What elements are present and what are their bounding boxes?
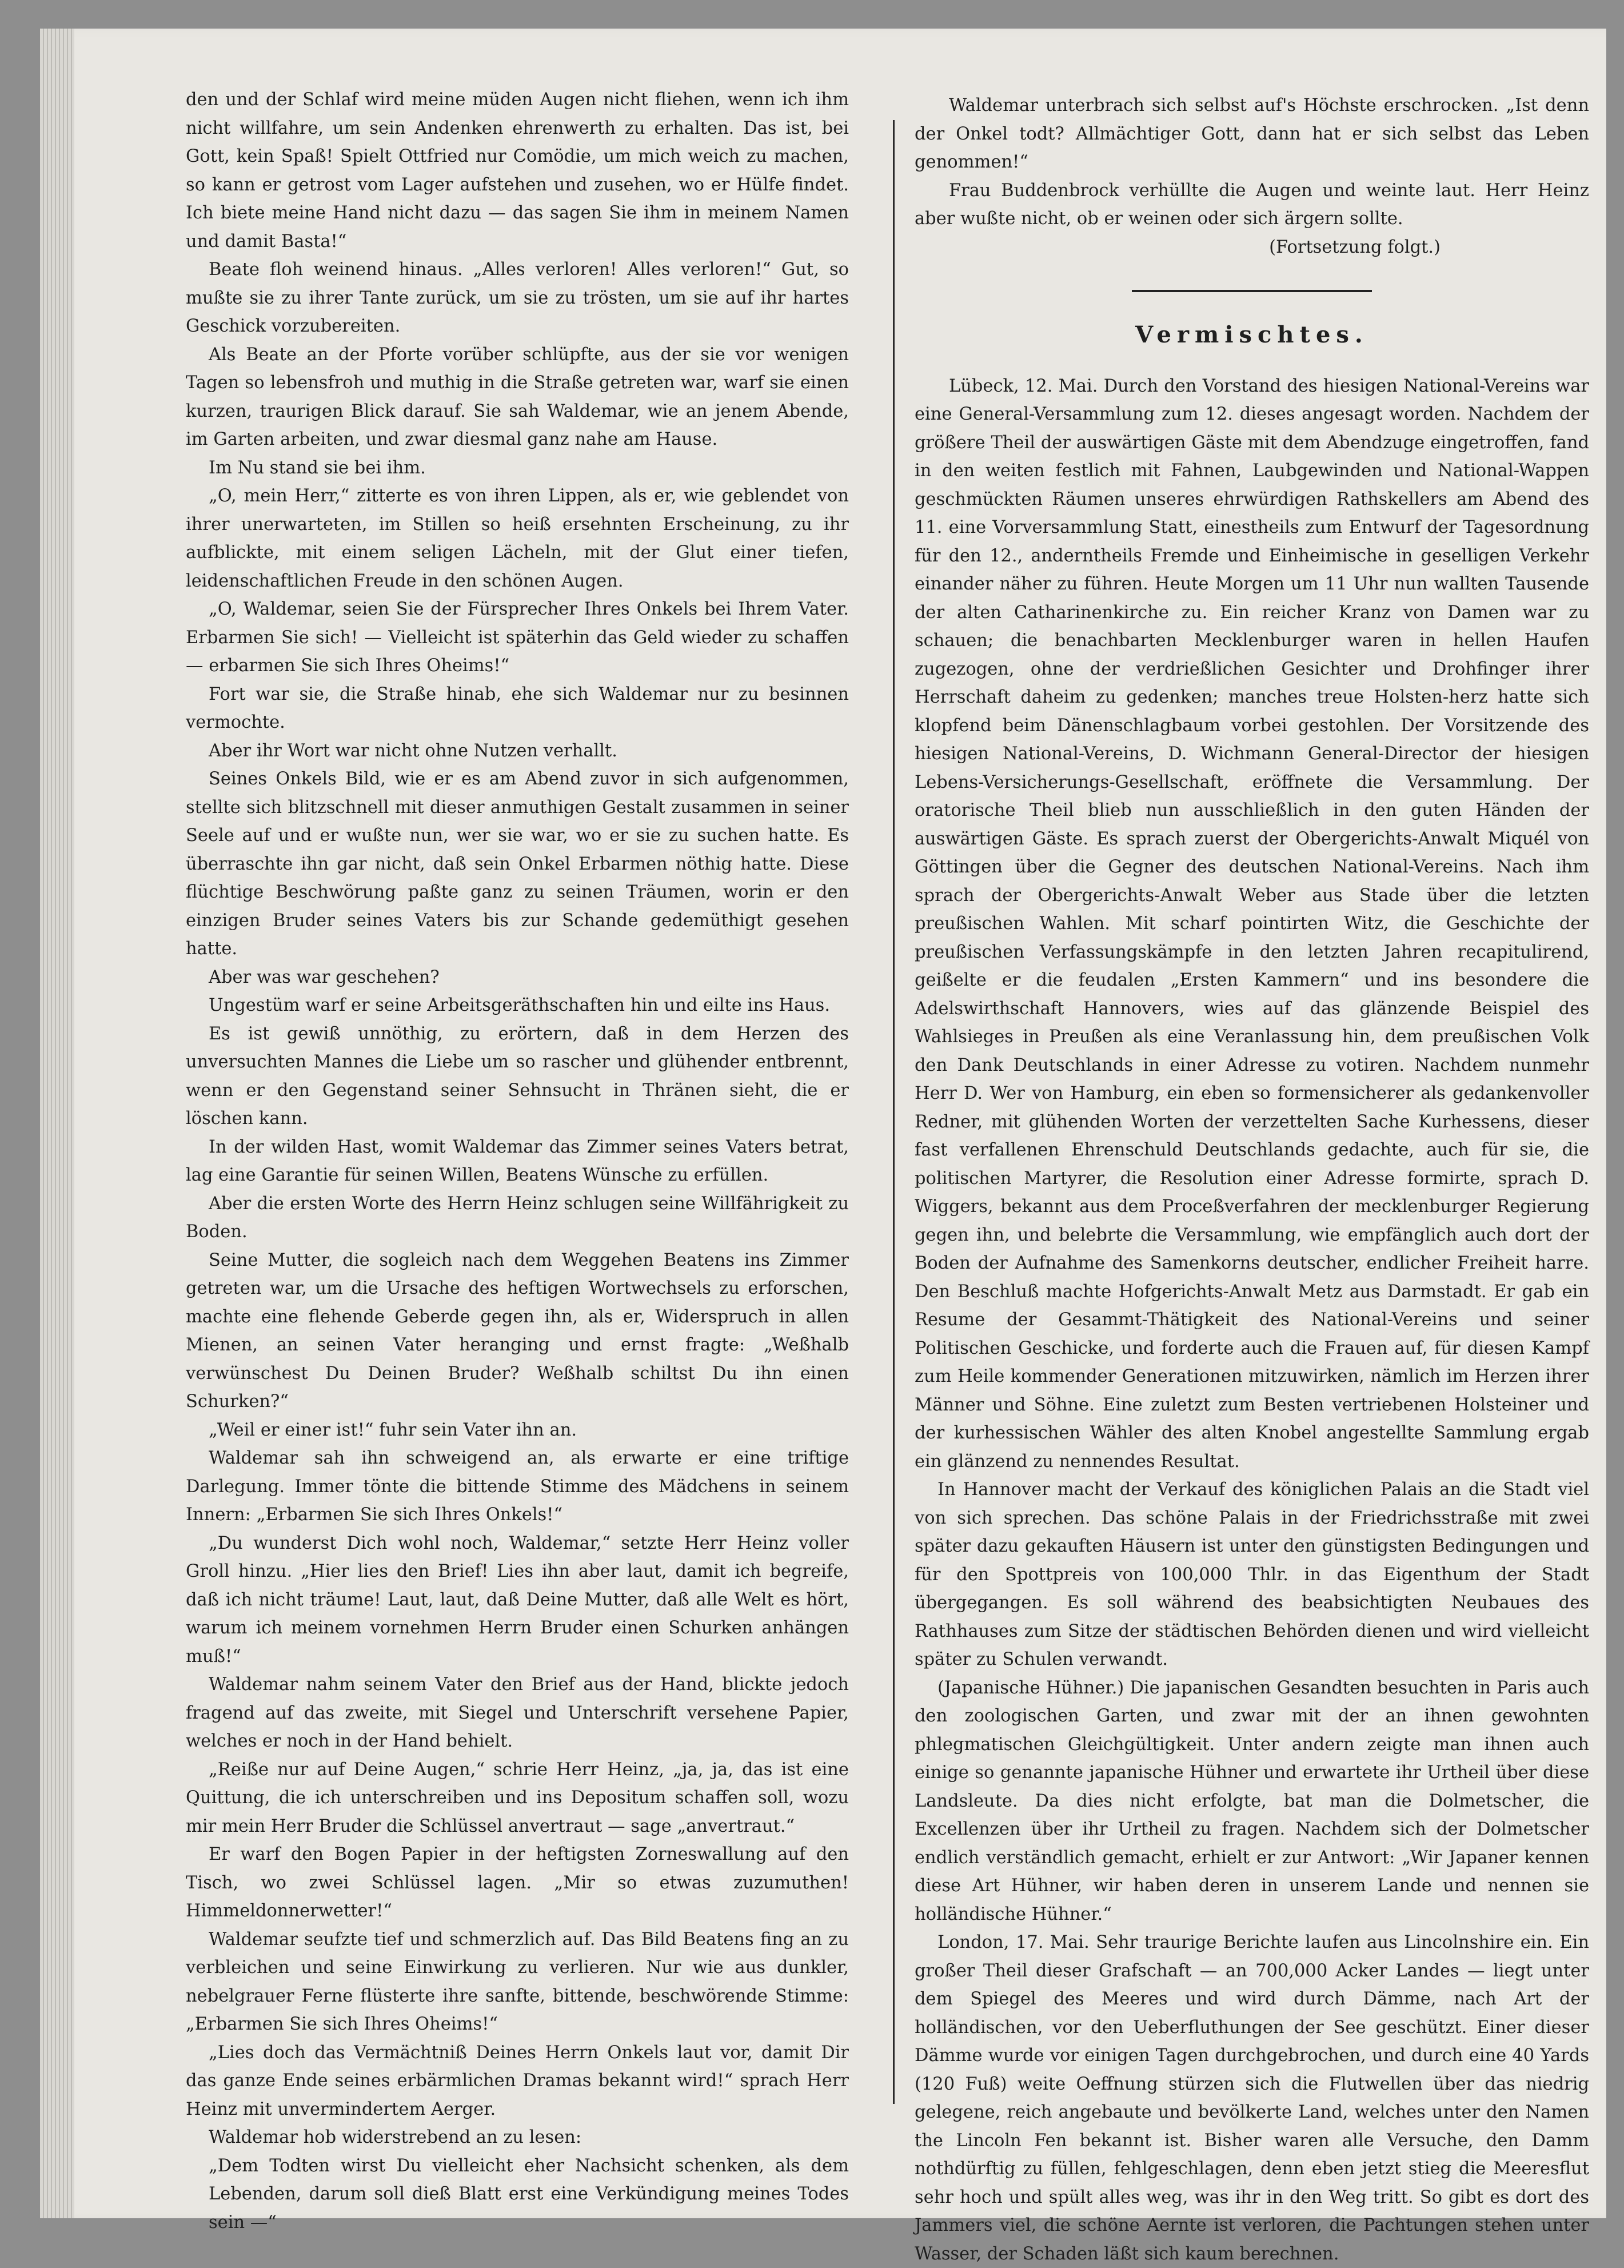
- paragraph: Seines Onkels Bild, wie er es am Abend zuvor in sich aufgenommen, stellte sich blitzschnell mit dieser anmuthigen Gestalt zusammen in seiner Seele auf und er wußte nun, wer sie war, wo er sie zu suchen hatte. Es überraschte ihn gar nicht, daß sein Onkel Erbarmen nöthig hatte. Diese flüchtige Beschwörung paßte ganz zu seinen Träumen, worin er den einzigen Bruder seines Vaters bis zur Schande gedemüthigt gesehen hatte.: [186, 765, 849, 963]
- paragraph: Fort war sie, die Straße hinab, ehe sich Waldemar nur zu besinnen vermochte.: [186, 680, 849, 737]
- paragraph: Lübeck, 12. Mai. Durch den Vorstand des hiesigen National-Vereins war eine General-Versammlung zum 12. dieses angesagt worden. Nachdem der größere Theil der auswärtigen Gäste mit dem Abendzuge eingetroffen, fand in den weiten festlich mit Fahnen, Laubgewinden und National-Wappen geschmückten Räumen unseres ehrwürdigen Rathskellers am Abend des 11. eine Vorversammlung Statt, einestheils zum Entwurf der Tagesordnung für den 12., anderntheils Fremde und Einheimische in geselligen Verkehr einander näher zu führen. Heute Morgen um 11 Uhr nun wallten Tausende der alten Catharinenkirche zu. Ein reicher Kranz von Damen war zu schauen; die benachbarten Mecklenburger waren in hellen Haufen zugezogen, ohne der verdrießlichen Gesichter und Drohfinger ihrer Herrschaft daheim zu gedenken; manches treue Holsten-herz hatte sich klopfend beim Dänenschlagbaum vorbei gestohlen. Der Vorsitzende des hiesigen National-Vereins, D. Wichmann General-Director der hiesigen Lebens-Versicherungs-Gesellschaft, eröffnete die Versammlung. Der oratorische Theil blieb nun ausschließlich in den guten Händen der auswärtigen Gäste. Es sprach zuerst der Obergerichts-Anwalt Miquél von Göttingen über die Gegner des deutschen National-Vereins. Nach ihm sprach der Obergerichts-Anwalt Weber aus Stade über die letzten preußischen Wahlen. Mit scharf pointirten Witz, die Geschichte der preußischen Verfassungskämpfe in den letzten Jahren recapitulirend, geißelte er die feudalen „Ersten Kammern“ und ins besondere die Adelswirthschaft Hannovers, wies auf das glänzende Beispiel des Wahlsieges in Preußen als eine Veranlassung hin, dem preußischen Volk den Dank Deutschlands in einer Adresse zu votiren. Nachdem nunmehr Herr D. Wer von Hamburg, ein eben so formensicherer als gedankenvoller Redner, mit glühenden Worten der verzettelten Sache Kurhessens, dieser fast verfallenen Ehrenschuld Deutschlands gedachte, auch für sie, die politischen Martyrer, die Resolution einer Adresse formirte, sprach D. Wiggers, bekannt aus dem Proceßverfahren der mecklenburger Regierung gegen ihn, und belebrte die Versammlung, wie empfänglich auch dort der Boden der Aufnahme des Samenkorns deutscher, endlicher Freiheit harre. Den Beschluß machte Hofgerichts-Anwalt Metz aus Darmstadt. Er gab ein Resume der Gesammt-Thätigkeit des National-Vereins und seiner Politischen Geschicke, und forderte auch die Frauen auf, für diesen Kampf zum Heile kommender Generationen mitzuwirken, nämlich im Herzen ihrer Männer und Söhne. Eine zuletzt zum Besten vertriebenen Holsteiner und der kurhessischen Wähler des alten Knobel angestellte Sammlung ergab ein glänzend zu nennendes Resultat.: [915, 372, 1589, 1476]
- paragraph: Waldemar seufzte tief und schmerzlich auf. Das Bild Beatens fing an zu verbleichen und seine Einwirkung zu verlieren. Nur wie aus dunkler, nebelgrauer Ferne flüsterte ihre sanfte, bittende, beschwörende Stimme: „Erbarmen Sie sich Ihres Oheims!“: [186, 1926, 849, 2039]
- paragraph: Aber was war geschehen?: [186, 963, 849, 992]
- paragraph: In Hannover macht der Verkauf des königlichen Palais an die Stadt viel von sich sprechen. Das schöne Palais in der Friedrichsstraße mit zwei später dazu gekauften Häusern ist unter den günstigsten Bedingungen und für den Spottpreis von 100,000 Thlr. in das Eigenthum der Stadt übergegangen. Es soll während des beabsichtigten Neubaues des Rathhauses zum Sitze der städtischen Behörden dienen und wird vielleicht später zu Schulen verwandt.: [915, 1476, 1589, 1674]
- paragraph: Seine Mutter, die sogleich nach dem Weggehen Beatens ins Zimmer getreten war, um die Ursache des heftigen Wortwechsels zu erforschen, machte eine flehende Geberde gegen ihn, als er, Widerspruch in allen Mienen, an seinen Vater heranging und ernst fragte: „Weßhalb verwünschest Du Deinen Bruder? Weßhalb schiltst Du ihn einen Schurken?“: [186, 1246, 849, 1416]
- paragraph: Als Beate an der Pforte vorüber schlüpfte, aus der sie vor wenigen Tagen so lebensfroh und muthig in die Straße getreten war, warf sie einen kurzen, traurigen Blick darauf. Sie sah Waldemar, wie an jenem Abende, im Garten arbeiten, und zwar diesmal ganz nahe am Hause.: [186, 341, 849, 454]
- paragraph: Er warf den Bogen Papier in der heftigsten Zorneswallung auf den Tisch, wo zwei Schlüssel lagen. „Mir so etwas zuzumuthen! Himmeldonnerwetter!“: [186, 1840, 849, 1926]
- paragraph: „Weil er einer ist!“ fuhr sein Vater ihn an.: [186, 1416, 849, 1445]
- paragraph: den und der Schlaf wird meine müden Augen nicht fliehen, wenn ich ihm nicht willfahre, um sein Andenken ehrenwerth zu erhalten. Das ist, bei Gott, kein Spaß! Spielt Ottfried nur Comödie, um mich weich zu machen, so kann er getrost vom Lager aufstehen und zusehen, wo er Hülfe findet. Ich biete meine Hand nicht dazu — das sagen Sie ihm in meinem Namen und damit Basta!“: [186, 86, 849, 256]
- section-rule: [1132, 290, 1372, 292]
- paragraph: Im Nu stand sie bei ihm.: [186, 454, 849, 483]
- section-heading: Vermischtes.: [915, 321, 1589, 349]
- right-column: [915, 91, 1589, 2268]
- paragraph: „Reiße nur auf Deine Augen,“ schrie Herr Heinz, „ja, ja, das ist eine Quittung, die ich unterschreiben und ins Depositum schaffen soll, wozu mir mein Herr Bruder die Schlüssel anvertraut — sage „anvertraut.“: [186, 1756, 849, 1841]
- continued-note: (Fortsetzung folgt.): [915, 233, 1589, 262]
- paragraph: Frau Buddenbrock verhüllte die Augen und weinte laut. Herr Heinz aber wußte nicht, ob er weinen oder sich ärgern sollte.: [915, 177, 1589, 233]
- column-divider: [893, 120, 895, 2104]
- paragraph: Waldemar unterbrach sich selbst auf's Höchste erschrocken. „Ist denn der Onkel todt? Allmächtiger Gott, dann hat er sich selbst das Leben genommen!“: [915, 91, 1589, 177]
- paragraph: In der wilden Hast, womit Waldemar das Zimmer seines Vaters betrat, lag eine Garantie für seinen Willen, Beatens Wünsche zu erfüllen.: [186, 1133, 849, 1190]
- paragraph: Waldemar sah ihn schweigend an, als erwarte er eine triftige Darlegung. Immer tönte die bittende Stimme des Mädchens in seinem Innern: „Erbarmen Sie sich Ihres Onkels!“: [186, 1444, 849, 1529]
- paragraph: „Lies doch das Vermächtniß Deines Herrn Onkels laut vor, damit Dir das ganze Ende seines erbärmlichen Dramas bekannt wird!“ sprach Herr Heinz mit unvermindertem Aerger.: [186, 2039, 849, 2124]
- paragraph: Aber die ersten Worte des Herrn Heinz schlugen seine Willfährigkeit zu Boden.: [186, 1190, 849, 1246]
- newspaper-page: [40, 29, 1606, 2218]
- paragraph: Es ist gewiß unnöthig, zu erörtern, daß in dem Herzen des unversuchten Mannes die Liebe um so rascher und glühender entbrennt, wenn er den Gegenstand seiner Sehnsucht in Thränen sieht, die er löschen kann.: [186, 1020, 849, 1133]
- paragraph: „Du wunderst Dich wohl noch, Waldemar,“ setzte Herr Heinz voller Groll hinzu. „Hier lies den Brief! Lies ihn aber laut, damit ich begreife, daß ich nicht träume! Laut, laut, daß Deine Mutter, daß alle Welt es hört, warum ich meinem vornehmen Herrn Bruder einen Schurken anhängen muß!“: [186, 1529, 849, 1671]
- paragraph: London, 17. Mai. Sehr traurige Berichte laufen aus Lincolnshire ein. Ein großer Theil dieser Grafschaft — an 700,000 Acker Landes — liegt unter dem Spiegel des Meeres und wird durch Dämme, nach Art der holländischen, vor den Ueberfluthungen der See geschützt. Einer dieser Dämme wurde vor einigen Tagen durchgebrochen, und durch eine 40 Yards (120 Fuß) weite Oeffnung stürzen sich die Flutwellen über das niedrig gelegene, reich angebaute und bevölkerte Land, welches unter den Namen the Lincoln Fen bekannt ist. Bisher waren alle Versuche, den Damm nothdürftig zu füllen, fehlgeschlagen, denn eben jetzt stieg die Meeresflut sehr hoch und spült alles weg, was ihr in den Weg tritt. So gibt es dort des Jammers viel, die schöne Aernte ist verloren, die Pachtungen stehen unter Wasser, der Schaden läßt sich kaum berechnen.: [915, 1928, 1589, 2268]
- paragraph: Waldemar hob widerstrebend an zu lesen:: [186, 2123, 849, 2152]
- paragraph: Aber ihr Wort war nicht ohne Nutzen verhallt.: [186, 737, 849, 766]
- paragraph: „O, Waldemar, seien Sie der Fürsprecher Ihres Onkels bei Ihrem Vater. Erbarmen Sie sich! — Vielleicht ist späterhin das Geld wieder zu schaffen — erbarmen Sie sich Ihres Oheims!“: [186, 595, 849, 680]
- paragraph: „O, mein Herr,“ zitterte es von ihren Lippen, als er, wie geblendet von ihrer unerwarteten, im Stillen so heiß ersehnten Erscheinung, zu ihr aufblickte, mit einem seligen Lächeln, mit der Glut einer tiefen, leidenschaftlichen Freude in den schönen Augen.: [186, 482, 849, 595]
- paragraph: Waldemar nahm seinem Vater den Brief aus der Hand, blickte jedoch fragend auf das zweite, mit Siegel und Unterschrift versehene Papier, welches er noch in der Hand behielt.: [186, 1671, 849, 1756]
- paragraph: (Japanische Hühner.) Die japanischen Gesandten besuchten in Paris auch den zoologischen Garten, und zwar mit der an ihnen gewohnten phlegmatischen Gleichgültigkeit. Unter andern zeigte man ihnen auch einige so genannte japanische Hühner und erwartete ihr Urtheil über diese Landsleute. Da dies nicht erfolgte, bat man die Dolmetscher, die Excellenzen über ihr Urtheil zu fragen. Nachdem sich der Dolmetscher endlich verständlich gemacht, erhielt er zur Antwort: „Wir Japaner kennen diese Art Hühner, wir haben deren in unserem Lande und nennen sie holländische Hühner.“: [915, 1674, 1589, 1929]
- paragraph: Beate floh weinend hinaus. „Alles verloren! Alles verloren!“ Gut, so mußte sie zu ihrer Tante zurück, um sie zu trösten, um sie auf ihr hartes Geschick vorzubereiten.: [186, 256, 849, 341]
- news-items: [915, 372, 1589, 2268]
- left-column: [186, 86, 849, 2237]
- page-edge: [40, 29, 74, 2218]
- paragraph: „Dem Todten wirst Du vielleicht eher Nachsicht schenken, als dem Lebenden, darum soll dieß Blatt erst eine Verkündigung meines Todes sein —“: [186, 2152, 849, 2237]
- paragraph: Ungestüm warf er seine Arbeitsgeräthschaften hin und eilte ins Haus.: [186, 991, 849, 1020]
- story-continuation: [915, 91, 1589, 233]
